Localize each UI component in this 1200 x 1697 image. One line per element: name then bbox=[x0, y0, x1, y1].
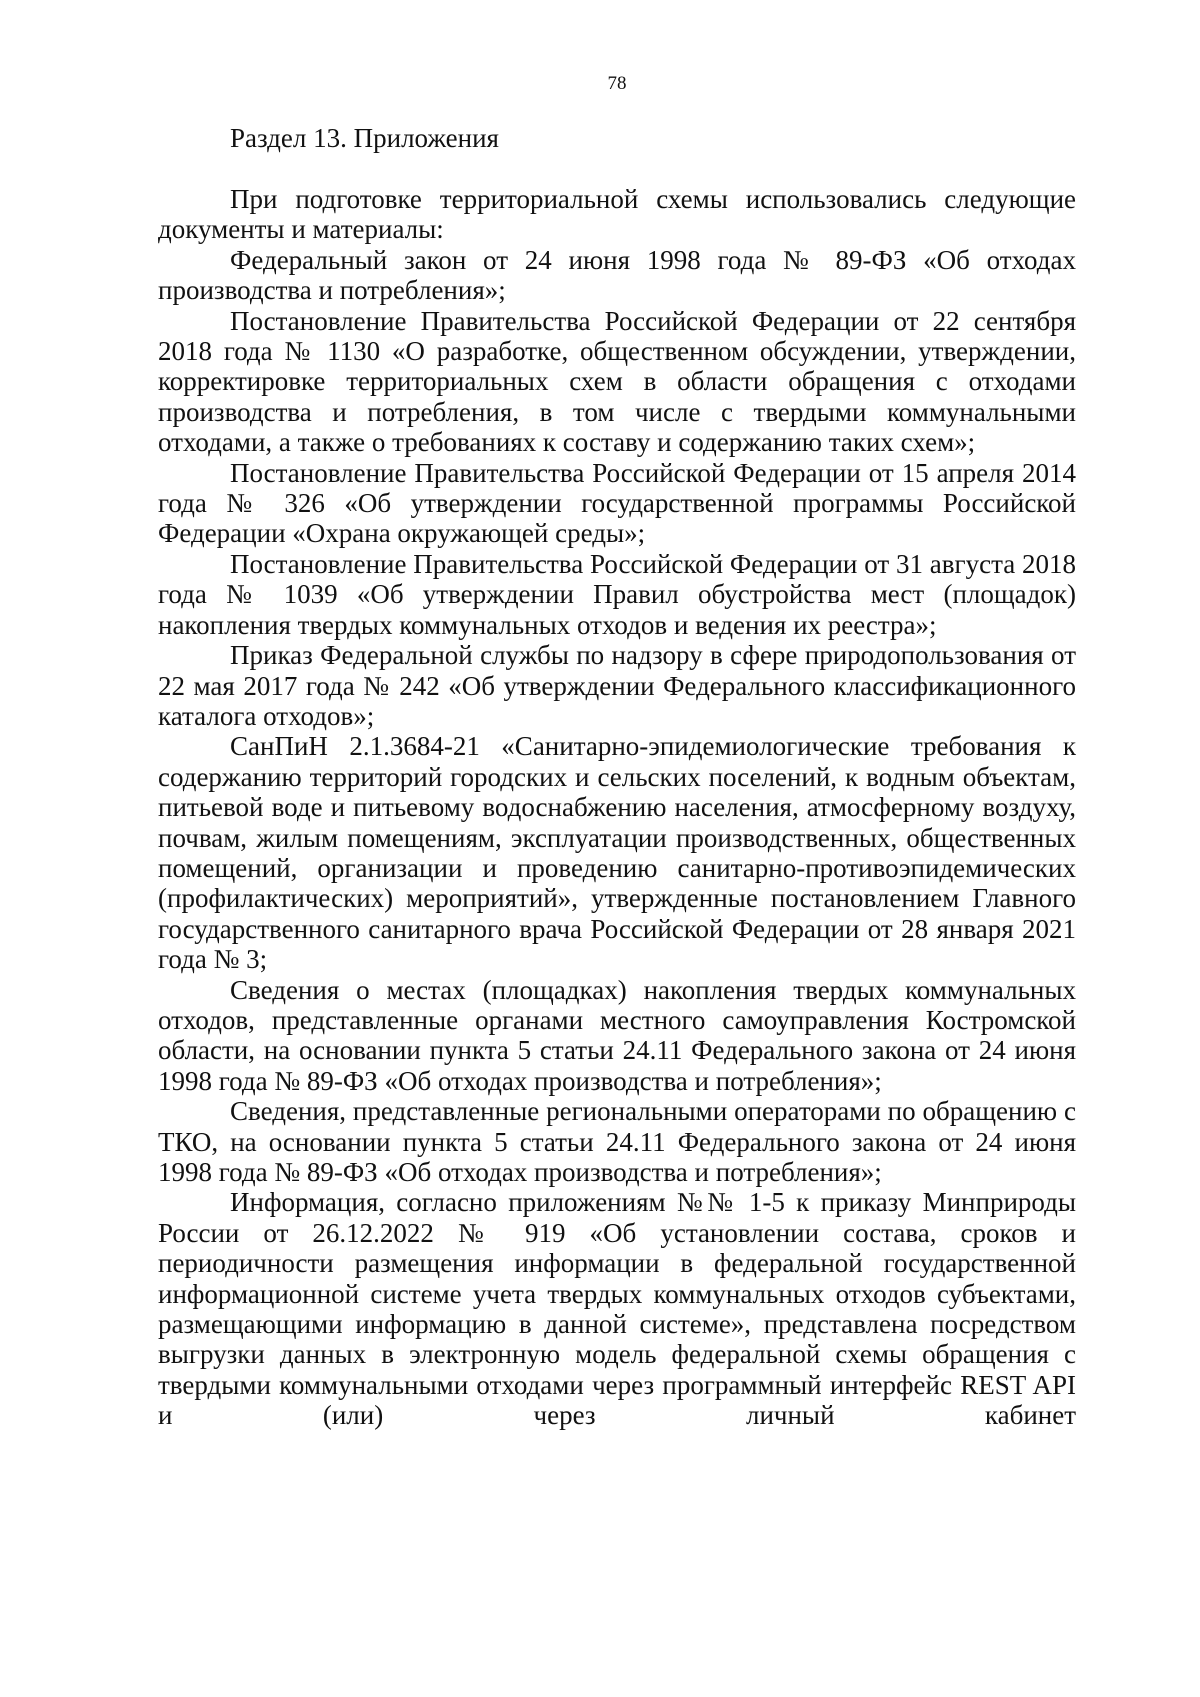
paragraph: Постановление Правительства Российской Федерации от 22 сентября 2018 года № 1130 «О разработке, общественном обсуждении, утверждении, корректировке территориальных схем в области обращения с отходами производства и потребления, в том числе с твердыми коммунальными отходами, а также о требованиях к составу и содержанию таких схем»; bbox=[158, 305, 1076, 458]
paragraph: Сведения, представленные региональными операторами по обращению с ТКО, на основании пункта 5 статьи 24.11 Федерального закона от 24 июня 1998 года № 89-ФЗ «Об отходах производства и потребления»; bbox=[158, 1096, 1076, 1187]
section-title: Раздел 13. Приложения bbox=[230, 123, 499, 153]
document-body bbox=[158, 184, 1076, 1431]
page-number: 78 bbox=[607, 73, 627, 94]
document-page bbox=[158, 0, 1076, 1697]
paragraph: Сведения о местах (площадках) накопления твердых коммунальных отходов, представленные органами местного самоуправления Костромской области, на основании пункта 5 статьи 24.11 Федерального закона от 24 июня 1998 года № 89-ФЗ «Об отходах производства и потребления»; bbox=[158, 974, 1076, 1096]
paragraph: Постановление Правительства Российской Федерации от 15 апреля 2014 года № 326 «Об утверждении государственной программы Российской Федерации «Охрана окружающей среды»; bbox=[158, 457, 1076, 549]
paragraph: Федеральный закон от 24 июня 1998 года № 89-ФЗ «Об отходах производства и потребления»; bbox=[158, 244, 1076, 306]
paragraph: СанПиН 2.1.3684-21 «Санитарно-эпидемиологические требования к содержанию территорий городских и сельских поселений, к водным объектам, питьевой воде и питьевому водоснабжению населения, атмосферному воздуху, почвам, жилым помещениям, эксплуатации производственных, общественных помещений, организации и проведению санитарно-противоэпидемических (профилактических) мероприятий», утвержденные постановлением Главного государственного санитарного врача Российской Федерации от 28 января 2021 года № 3; bbox=[158, 731, 1076, 975]
paragraph: Информация, согласно приложениям №№ 1-5 к приказу Минприроды России от 26.12.2022 № 919 «Об установлении состава, сроков и периодичности размещения информации в федеральной государственной информационной системе учета твердых коммунальных отходов субъектами, размещающими информацию в данной системе», представлена посредством выгрузки данных в электронную модель федеральной схемы обращения с твердыми коммунальными отходами через программный интерфейс REST API и (или) через личный кабинет bbox=[158, 1187, 1076, 1431]
paragraph: При подготовке территориальной схемы использовались следующие документы и материалы: bbox=[158, 184, 1076, 245]
paragraph: Постановление Правительства Российской Федерации от 31 августа 2018 года № 1039 «Об утверждении Правил обустройства мест (площадок) накопления твердых коммунальных отходов и ведения их реестра»; bbox=[158, 548, 1076, 640]
paragraph: Приказ Федеральной службы по надзору в сфере природопользования от 22 мая 2017 года № 242 «Об утверждении Федерального классификационного каталога отходов»; bbox=[158, 640, 1076, 731]
